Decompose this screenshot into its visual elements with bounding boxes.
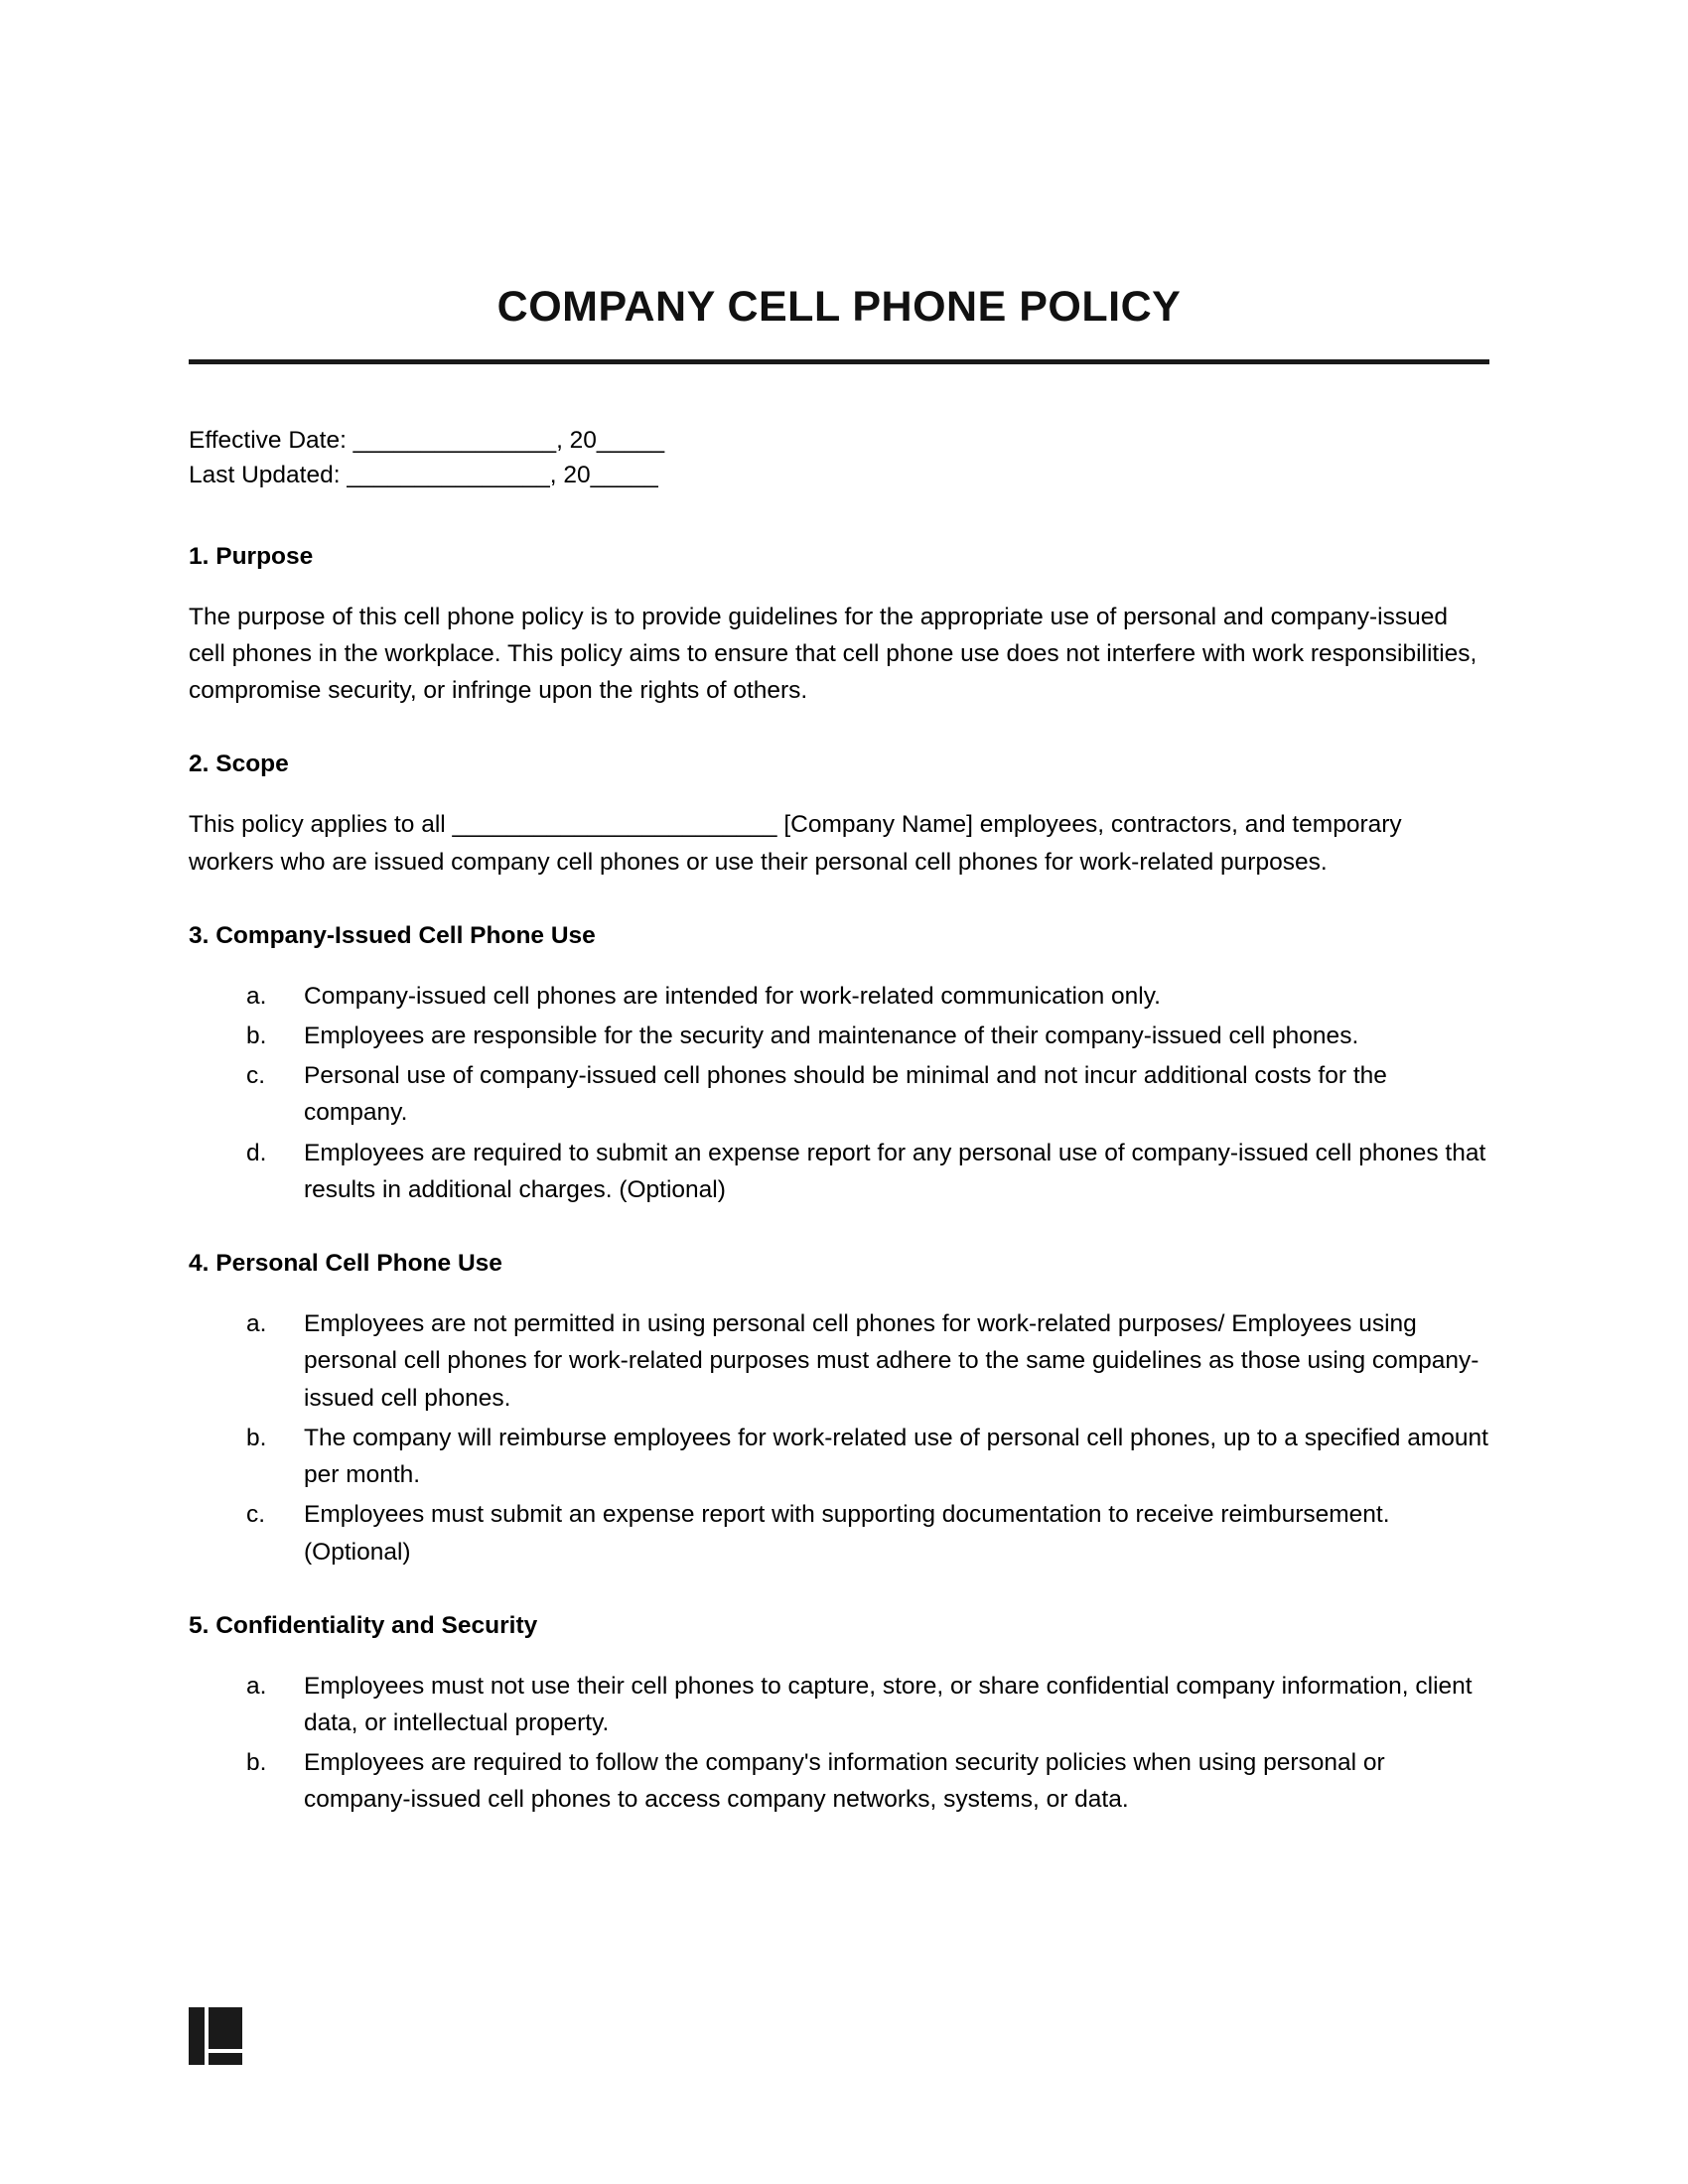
section-heading: 5. Confidentiality and Security (189, 1611, 538, 1639)
list-item (246, 1496, 1489, 1570)
list-item-text: Employees are responsible for the security and maintenance of their company-issued cell phones. (304, 1022, 1359, 1049)
last-updated-line: Last Updated: _______________, 20_____ (189, 461, 658, 488)
list-item-text: Personal use of company-issued cell phones should be minimal and not incur additional costs for the company. (304, 1062, 1387, 1127)
list-marker: b. (246, 1424, 267, 1451)
list-marker: d. (246, 1139, 267, 1166)
list-item (246, 1135, 1489, 1208)
document-meta (189, 424, 1489, 493)
list-marker: a. (246, 982, 267, 1010)
section-heading: 4. Personal Cell Phone Use (189, 1250, 502, 1278)
list-item (246, 1305, 1489, 1417)
section-personal-cell-phone-use (189, 1250, 1489, 1570)
list-item (246, 1744, 1489, 1818)
legal-templates-logo-icon (189, 2007, 242, 2065)
section-list (189, 1668, 1489, 1819)
list-item-text: Employees must submit an expense report with supporting documentation to receive reimbursement. (Optional) (304, 1501, 1390, 1566)
list-item-text: Employees must not use their cell phones to capture, store, or share confidential company information, client data, or intellectual property. (304, 1672, 1473, 1737)
section-heading: 2. Scope (189, 751, 289, 778)
section-scope (189, 751, 1489, 880)
list-marker: c. (246, 1062, 266, 1090)
list-item-text: Employees are not permitted in using personal cell phones for work-related purposes/ Employees using personal cell phones for work-related purposes must adhere to the same guidelines as those using company-issued cell phones. (304, 1310, 1479, 1412)
list-item (246, 1668, 1489, 1741)
section-list (189, 1305, 1489, 1570)
section-paragraph: This policy applies to all ________________________ [Company Name] employees, contractors, and temporary workers who are issued company cell phones or use their personal cell phones for work-related purposes. (189, 811, 1402, 876)
section-list (189, 978, 1489, 1208)
section-company-issued-cell-phone-use (189, 922, 1489, 1208)
section-confidentiality-and-security (189, 1612, 1489, 1819)
list-marker: b. (246, 1022, 267, 1049)
section-heading: 3. Company-Issued Cell Phone Use (189, 921, 596, 949)
title-divider (189, 359, 1489, 364)
list-item-text: Employees are required to follow the company's information security policies when using personal or company-issued cell phones to access company networks, systems, or data. (304, 1749, 1385, 1814)
section-heading: 1. Purpose (189, 542, 314, 570)
list-item (246, 1420, 1489, 1493)
list-item-text: The company will reimburse employees for work-related use of personal cell phones, up to a specified amount per month. (304, 1424, 1488, 1489)
list-marker: c. (246, 1501, 266, 1529)
section-purpose (189, 543, 1489, 710)
list-item-text: Company-issued cell phones are intended for work-related communication only. (304, 982, 1161, 1010)
effective-date-line: Effective Date: _______________, 20_____ (189, 427, 665, 454)
list-marker: a. (246, 1310, 267, 1338)
list-marker: b. (246, 1749, 267, 1777)
list-item-text: Employees are required to submit an expense report for any personal use of company-issued cell phones that results in additional charges. (Optional) (304, 1139, 1486, 1203)
list-item (246, 978, 1489, 1015)
section-paragraph: The purpose of this cell phone policy is to provide guidelines for the appropriate use of personal and company-issued cell phones in the workplace. This policy aims to ensure that cell phone use does not interfere with work responsibilities, compromise security, or infringe upon the rights of others. (189, 603, 1477, 705)
document-body (189, 283, 1489, 1860)
page-title: COMPANY CELL PHONE POLICY (496, 283, 1182, 331)
list-marker: a. (246, 1672, 267, 1700)
list-item (246, 1018, 1489, 1054)
list-item (246, 1057, 1489, 1131)
